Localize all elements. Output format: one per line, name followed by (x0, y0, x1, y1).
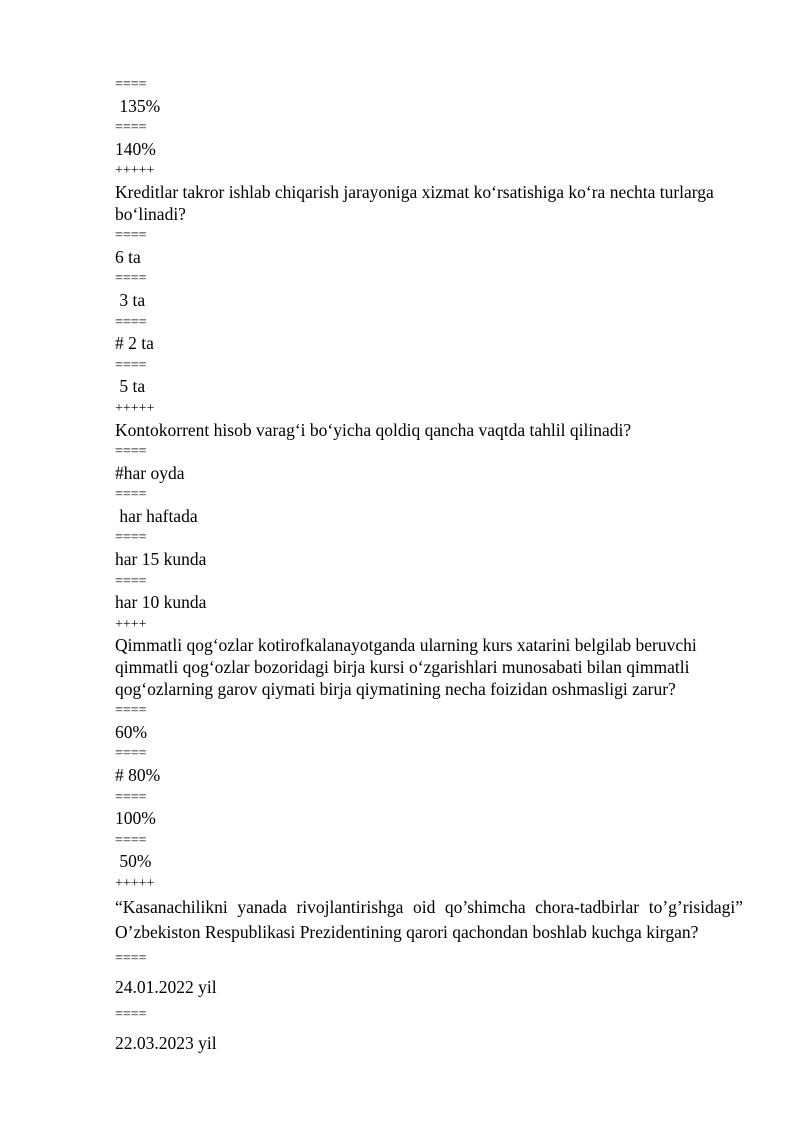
separator: ==== (115, 746, 147, 762)
question-text: “Kasanachilikni yanada rivojlantirishga oid qo’shimcha chora-tadbirlar to’g’risidagi” O’zbekiston Respublikasi Prezidentining qarori qachondan boshlab kuchga kirgan? (115, 896, 743, 942)
question-text: Qimmatli qog‘ozlar kotirofkalanayotganda ularning kurs xatarini belgilab beruvchi qimmatli qog‘ozlar bozoridagi birja kursi o‘zgarishlari munosabati bilan qimmatli qog‘ozlarning garov qiymati birja qiymatining necha foizidan oshmasligi zarur? (115, 635, 697, 699)
question-separator: +++++ (115, 163, 155, 179)
answer-option: 100% (115, 808, 156, 829)
answer-option: 5 ta (115, 376, 146, 397)
separator: ==== (115, 228, 147, 244)
question-separator: ++++ (115, 616, 147, 632)
answer-option: 50% (115, 851, 152, 872)
answer-option: 24.01.2022 yil (115, 976, 217, 997)
separator: ==== (115, 271, 147, 287)
separator: ==== (115, 487, 147, 503)
answer-option-correct: #har oyda (115, 462, 185, 483)
answer-option-correct: # 2 ta (115, 333, 154, 354)
answer-option: har haftada (115, 505, 198, 526)
answer-option: 135% (115, 95, 161, 116)
separator: ==== (115, 530, 147, 546)
separator: ==== (115, 77, 147, 92)
separator: ==== (115, 444, 147, 460)
separator: ==== (115, 950, 147, 966)
separator: ==== (115, 789, 147, 805)
answer-option: 60% (115, 721, 148, 742)
answer-option: 3 ta (115, 289, 146, 310)
separator: ==== (115, 573, 147, 589)
separator: ==== (115, 357, 147, 373)
question-separator: +++++ (115, 875, 155, 891)
answer-option: 22.03.2023 yil (115, 1032, 217, 1053)
answer-option: 140% (115, 138, 156, 159)
answer-option: 6 ta (115, 246, 141, 267)
answer-option: har 10 kunda (115, 592, 207, 613)
answer-option-correct: # 80% (115, 765, 161, 785)
question-text: Kreditlar takror ishlab chiqarish jarayoniga xizmat ko‘rsatishiga ko‘ra nechta turlarga bo‘linadi? (115, 181, 714, 224)
document-page (115, 74, 743, 1057)
separator: ==== (115, 832, 147, 848)
separator: ==== (115, 1006, 147, 1022)
separator: ==== (115, 703, 147, 719)
separator: ==== (115, 314, 147, 330)
question-separator: +++++ (115, 400, 155, 416)
answer-option: har 15 kunda (115, 549, 207, 570)
question-text: Kontokorrent hisob varag‘i bo‘yicha qoldiq qancha vaqtda tahlil qilinadi? (115, 419, 632, 440)
separator: ==== (115, 120, 147, 136)
